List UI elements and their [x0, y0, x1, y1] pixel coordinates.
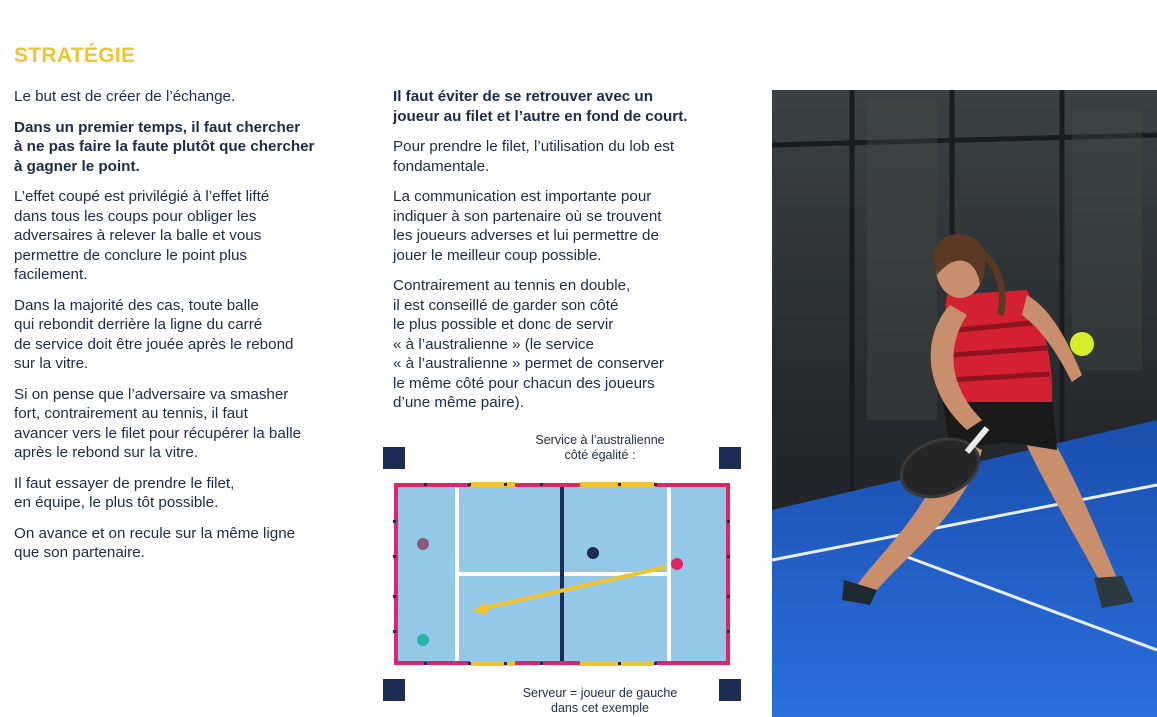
col1-paragraph: Le but est de créer de l’échange.	[14, 88, 236, 105]
middle-text-column	[393, 87, 743, 424]
player-center	[587, 547, 599, 559]
corner-post-bottom-left	[383, 679, 405, 701]
col1-paragraph: L’effet coupé est privilégié à l’effet lifté dans tous les coups pour obliger les adversaires à relever la balle et vous permettre de conclure le point plus facilement.	[14, 188, 270, 283]
left-text-column	[14, 87, 364, 574]
section-title: STRATÉGIE	[14, 44, 136, 67]
col2-paragraph: Pour prendre le filet, l’utilisation du lob est fondamentale.	[393, 138, 675, 175]
player-bottom-left	[417, 634, 429, 646]
col1-paragraph: On avance et on recule sur la même ligne que son partenaire.	[14, 524, 296, 561]
wall-accent-bottom-left	[470, 661, 515, 666]
diagram-caption-top: Service à l’australienne côté égalité :	[535, 433, 665, 462]
col1-paragraph: Si on pense que l’adversaire va smasher fort, contrairement au tennis, il faut avancer vers le filet pour récupérer la balle après le rebond sur la vitre.	[14, 385, 302, 461]
padel-player-photo	[772, 90, 1157, 717]
corner-post-top-right	[719, 447, 741, 469]
wall-accent-top-right	[580, 482, 655, 487]
col1-paragraph: Il faut essayer de prendre le filet, en équipe, le plus tôt possible.	[14, 474, 235, 511]
col1-paragraph: Dans un premier temps, il faut chercher à ne pas faire la faute plutôt que chercher à gagner le point.	[14, 118, 315, 175]
player-top-left	[417, 538, 429, 550]
wall-accent-top-left	[470, 482, 515, 487]
server-player	[671, 558, 683, 570]
diagram-caption-bottom: Serveur = joueur de gauche dans cet exemple	[522, 686, 678, 715]
court-diagram	[380, 445, 760, 705]
col2-paragraph: Contrairement au tennis en double, il est conseillé de garder son côté le plus possible et donc de servir « à l’australienne » (le service « à l’australienne » permet de conserver le même côté pour chacun des joueurs d’une même paire).	[393, 277, 664, 411]
col2-paragraph: Il faut éviter de se retrouver avec un joueur au filet et l’autre en fond de court.	[393, 88, 688, 125]
corner-post-top-left	[383, 447, 405, 469]
col1-paragraph: Dans la majorité des cas, toute balle qui rebondit derrière la ligne du carré de service doit être jouée après le rebond sur la vitre.	[14, 296, 294, 372]
wall-accent-bottom-right	[580, 661, 655, 666]
col2-paragraph: La communication est importante pour indiquer à son partenaire où se trouvent les joueurs adverses et lui permettre de jouer le meilleur coup possible.	[393, 188, 662, 264]
